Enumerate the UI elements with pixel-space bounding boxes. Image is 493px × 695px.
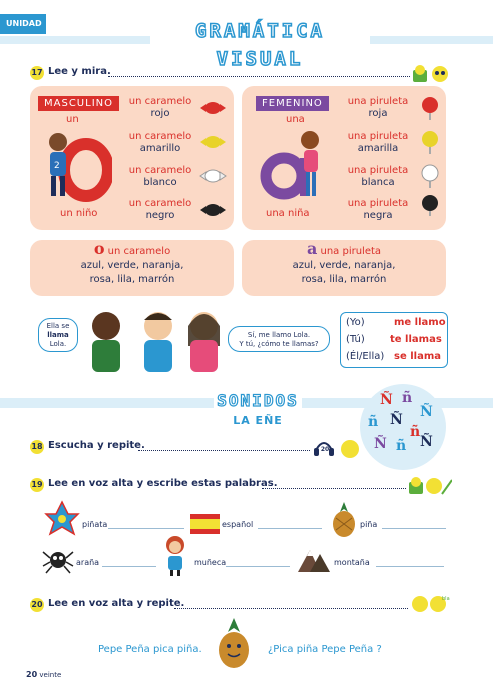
section-subtitle: LA EÑE [233, 414, 283, 427]
lollipops-icon [418, 96, 442, 216]
candies-icon [198, 98, 228, 228]
girl-with-a-illustration [256, 128, 328, 202]
exercise-number: 17 [30, 66, 44, 80]
masculino-person: un niño [60, 208, 98, 219]
speech-bubble-right: Sí, me llamo Lola. Y tú, ¿cómo te llamas? [228, 326, 330, 352]
exercise-instruction: Lee y mira. [48, 66, 111, 77]
verb-row-el: (Él/Ella) [346, 351, 385, 362]
pineapple-character-icon [214, 616, 254, 670]
tongue-twister-1: Pepe Peña pica piña. [98, 644, 202, 655]
unit-tag: UNIDAD [0, 14, 46, 34]
fem-item-2: una piruleta amarilla [347, 131, 409, 154]
exercise-instruction: Lee en voz alta y repite. [48, 598, 185, 609]
fem-item-1: una piruleta roja [347, 96, 409, 119]
verb-tu: te llamas [390, 334, 442, 345]
pinata-icon [44, 500, 80, 542]
word-muneca: muñeca [194, 558, 227, 567]
verb-yo: me llamo [394, 317, 446, 328]
fem-summary: a una piruleta azul, verde, naranja, rosa, lila, marrón [292, 239, 396, 285]
tongue-twister-2: ¿Pica piña Pepe Peña ? [268, 644, 382, 655]
speech-bubble-left: Ella se llama Lola. [38, 318, 78, 352]
dotted-line [138, 450, 310, 451]
exercise-number: 19 [30, 478, 44, 492]
write-line[interactable] [382, 528, 446, 529]
exercise-number: 20 [30, 598, 44, 612]
word-arana: araña [76, 558, 100, 567]
read-look-icon [412, 64, 452, 84]
write-line[interactable] [108, 528, 184, 529]
page-footer: 20 veinte [26, 670, 62, 679]
svg-text:2: 2 [54, 161, 60, 171]
verb-el: se llama [394, 351, 441, 362]
read-write-icon [408, 476, 452, 496]
verb-row-yo: (Yo) [346, 317, 365, 328]
masc-item-2: un caramelo amarillo [128, 131, 192, 154]
fem-item-3: una piruleta blanca [347, 165, 409, 188]
small-a-letter: a [306, 239, 318, 258]
exercise-instruction: Lee en voz alta y escribe estas palabras. [48, 478, 278, 489]
fem-item-4: una piruleta negra [347, 198, 409, 221]
word-pina: piña [360, 520, 378, 529]
dotted-line [108, 76, 410, 77]
word-montana: montaña [334, 558, 370, 567]
masculino-article: un [66, 114, 79, 125]
femenino-article: una [286, 114, 305, 125]
exercise-instruction: Escucha y repite. [48, 440, 145, 451]
dotted-line [174, 608, 408, 609]
exercise-number: 18 [30, 440, 44, 454]
masc-item-3: un caramelo blanco [128, 165, 192, 188]
mountain-icon [296, 544, 332, 574]
write-line[interactable] [102, 566, 156, 567]
write-line[interactable] [376, 566, 444, 567]
doll-icon [160, 534, 190, 576]
write-line[interactable] [226, 566, 290, 567]
write-line[interactable] [258, 528, 322, 529]
kids-illustration [82, 306, 226, 372]
pineapple-icon [330, 500, 358, 538]
svg-text:bla: bla [442, 596, 450, 602]
verb-row-tu: (Tú) [346, 334, 365, 345]
masc-item-1: un caramelo rojo [128, 96, 192, 119]
n-letters-badge: Ñ ñ Ñ ñ Ñ ñ Ñ ñ Ñ [360, 384, 446, 470]
read-aloud-icon [410, 594, 452, 614]
spider-icon [42, 544, 74, 574]
word-pinata: piñata [82, 520, 108, 529]
word-espanol: español [222, 520, 254, 529]
dotted-line [262, 488, 406, 489]
audio-track-number: 20 [320, 446, 330, 453]
masc-summary: o un caramelo azul, verde, naranja, rosa, lila, marrón [80, 239, 184, 285]
small-o-letter: o [93, 239, 105, 258]
page-title: GRAMÁTICA VISUAL [150, 17, 370, 45]
femenino-tag: FEMENINO [256, 96, 329, 111]
section-title: SONIDOS [214, 390, 302, 412]
boy-with-o-illustration [42, 130, 112, 202]
masculino-tag: MASCULINO [38, 96, 119, 111]
spain-flag-icon [190, 514, 220, 534]
femenino-person: una niña [266, 208, 310, 219]
masc-item-4: un caramelo negro [128, 198, 192, 221]
